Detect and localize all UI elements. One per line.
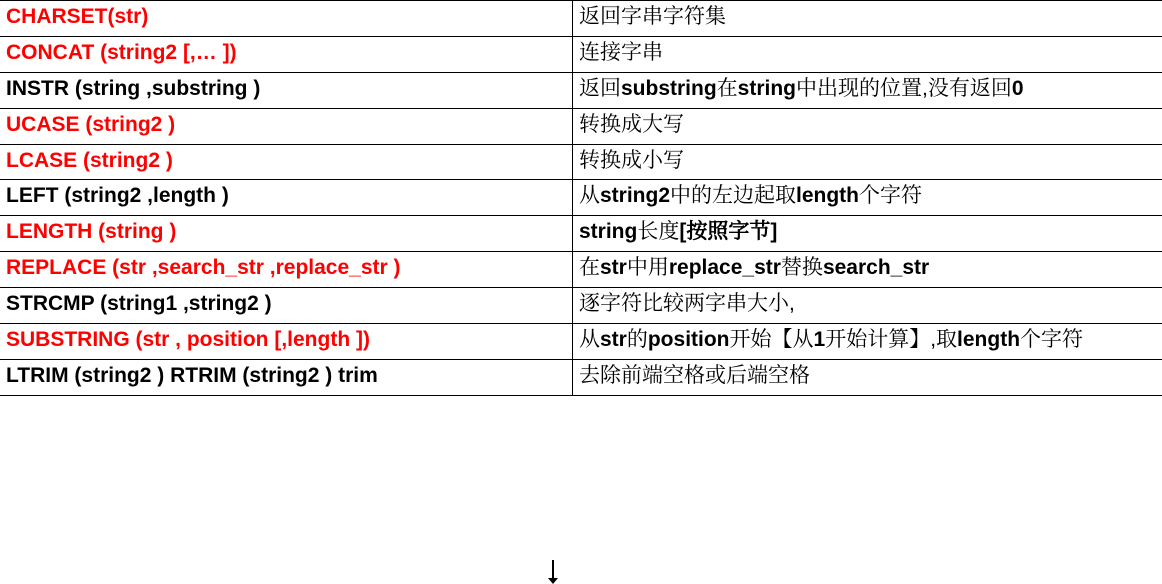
function-signature: LENGTH (string ) xyxy=(0,216,573,252)
table-row xyxy=(0,288,1162,324)
desc-rich: 返回substring在string中出现的位置,没有返回0 xyxy=(579,77,1024,100)
function-signature: CONCAT (string2 [,… ]) xyxy=(0,36,573,72)
function-description xyxy=(573,288,1162,324)
desc-rich: 在str中用replace_str替换search_str xyxy=(579,256,929,279)
function-description xyxy=(573,1,1162,37)
table-row xyxy=(0,72,1162,108)
function-description xyxy=(573,144,1162,180)
text-cursor xyxy=(552,560,554,582)
function-description xyxy=(573,72,1162,108)
function-description xyxy=(573,359,1162,395)
function-signature: LEFT (string2 ,length ) xyxy=(0,180,573,216)
table-row xyxy=(0,180,1162,216)
desc-text: 转换成小写 xyxy=(579,149,684,172)
table-row xyxy=(0,252,1162,288)
desc-text: 去除前端空格或后端空格 xyxy=(579,364,810,387)
function-description xyxy=(573,108,1162,144)
function-signature: CHARSET(str) xyxy=(0,1,573,37)
function-description xyxy=(573,252,1162,288)
desc-rich: string长度[按照字节] xyxy=(579,220,777,243)
function-signature: STRCMP (string1 ,string2 ) xyxy=(0,288,573,324)
table-row xyxy=(0,36,1162,72)
function-signature: LTRIM (string2 ) RTRIM (string2 ) trim xyxy=(0,359,573,395)
function-signature: LCASE (string2 ) xyxy=(0,144,573,180)
table-row xyxy=(0,323,1162,359)
function-signature: SUBSTRING (str , position [,length ]) xyxy=(0,323,573,359)
desc-text: 连接字串 xyxy=(579,41,663,64)
function-description xyxy=(573,216,1162,252)
desc-text: 返回字串字符集 xyxy=(579,5,726,28)
table-row xyxy=(0,216,1162,252)
desc-text: 转换成大写 xyxy=(579,113,684,136)
function-description xyxy=(573,36,1162,72)
function-signature: INSTR (string ,substring ) xyxy=(0,72,573,108)
table-row xyxy=(0,1,1162,37)
table-body xyxy=(0,1,1162,396)
table-row xyxy=(0,108,1162,144)
function-description xyxy=(573,323,1162,359)
desc-rich: 从str的position开始【从1开始计算】,取length个字符 xyxy=(579,328,1083,351)
desc-rich: 从string2中的左边起取length个字符 xyxy=(579,184,922,207)
function-signature: REPLACE (str ,search_str ,replace_str ) xyxy=(0,252,573,288)
function-signature: UCASE (string2 ) xyxy=(0,108,573,144)
desc-text: 逐字符比较两字串大小, xyxy=(579,292,795,315)
function-description xyxy=(573,180,1162,216)
table-row xyxy=(0,144,1162,180)
table-row xyxy=(0,359,1162,395)
